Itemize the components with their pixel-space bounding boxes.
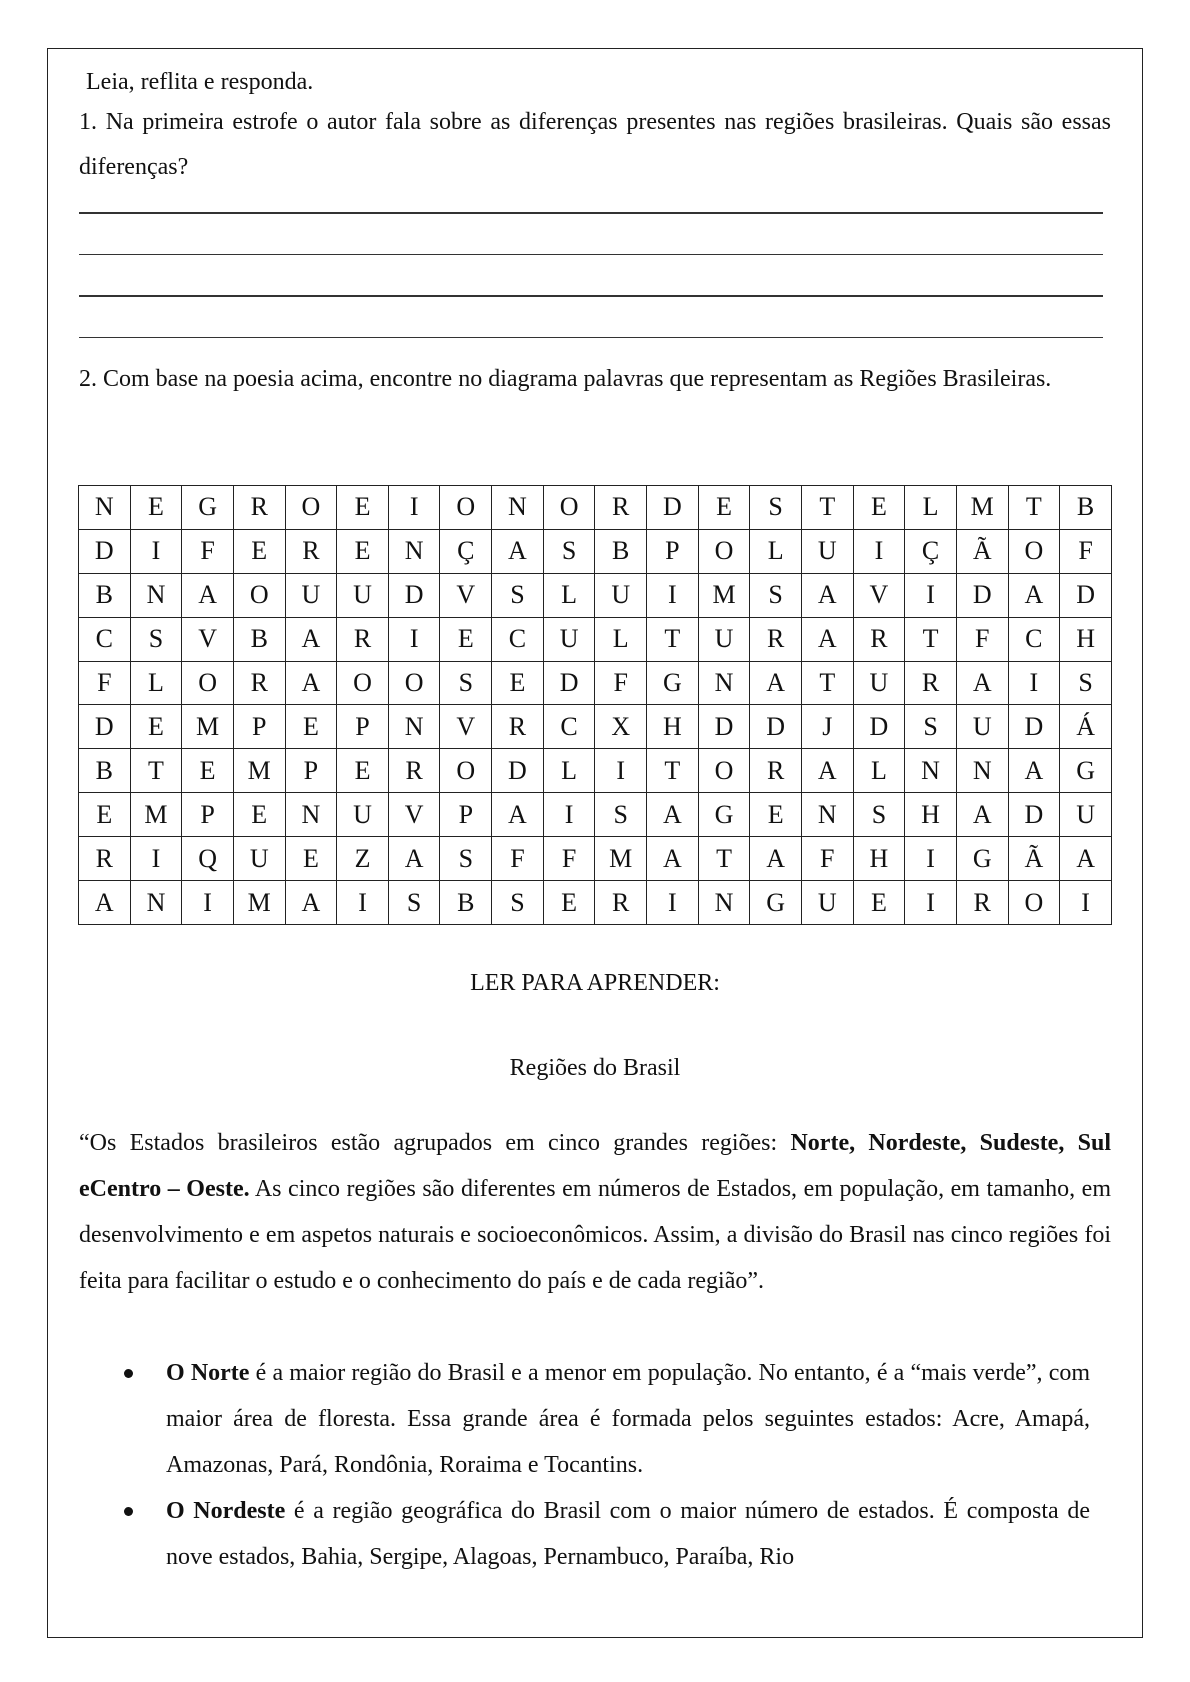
regions-paragraph — [79, 1120, 1111, 1304]
grid-cell[interactable]: D — [750, 705, 802, 749]
grid-cell[interactable]: E — [130, 486, 182, 530]
grid-cell[interactable]: I — [388, 486, 440, 530]
grid-cell[interactable]: D — [956, 573, 1008, 617]
grid-cell[interactable]: E — [233, 793, 285, 837]
grid-cell[interactable]: O — [440, 486, 492, 530]
section-title: LER PARA APRENDER: — [470, 970, 720, 996]
region-bullet-list — [120, 1350, 1090, 1580]
grid-cell[interactable]: I — [647, 881, 699, 925]
grid-cell[interactable]: B — [79, 749, 131, 793]
grid-cell[interactable]: E — [492, 661, 544, 705]
grid-cell[interactable]: R — [956, 881, 1008, 925]
grid-row — [79, 749, 1112, 793]
grid-cell[interactable]: E — [440, 617, 492, 661]
instruction-text: Leia, reflita e responda. — [86, 69, 314, 95]
answer-line[interactable] — [79, 212, 1103, 214]
bullet-dot-icon — [124, 1507, 133, 1516]
grid-cell[interactable]: I — [905, 881, 957, 925]
grid-cell[interactable]: M — [233, 881, 285, 925]
grid-cell[interactable]: F — [1060, 529, 1112, 573]
grid-cell[interactable]: V — [853, 573, 905, 617]
grid-cell[interactable]: J — [801, 705, 853, 749]
grid-cell[interactable]: T — [905, 617, 957, 661]
grid-cell[interactable]: P — [233, 705, 285, 749]
grid-cell[interactable]: H — [1060, 617, 1112, 661]
grid-cell[interactable]: C — [492, 617, 544, 661]
grid-cell[interactable]: U — [801, 881, 853, 925]
grid-cell[interactable]: D — [1008, 705, 1060, 749]
grid-cell[interactable]: U — [543, 617, 595, 661]
grid-cell[interactable]: R — [492, 705, 544, 749]
grid-cell[interactable]: O — [698, 529, 750, 573]
grid-cell[interactable]: V — [182, 617, 234, 661]
grid-cell[interactable]: D — [543, 661, 595, 705]
grid-cell[interactable]: S — [440, 837, 492, 881]
bullet-dot-icon — [124, 1369, 133, 1378]
grid-cell[interactable]: G — [956, 837, 1008, 881]
grid-cell[interactable]: U — [801, 529, 853, 573]
grid-cell[interactable]: M — [233, 749, 285, 793]
grid-cell[interactable]: O — [388, 661, 440, 705]
grid-cell[interactable]: N — [79, 486, 131, 530]
grid-cell[interactable]: D — [79, 705, 131, 749]
bullet-title: O Nordeste — [166, 1498, 286, 1524]
grid-cell[interactable]: A — [79, 881, 131, 925]
answer-line[interactable] — [79, 337, 1103, 339]
grid-cell[interactable]: I — [905, 837, 957, 881]
grid-cell[interactable]: V — [440, 573, 492, 617]
grid-row — [79, 837, 1112, 881]
grid-cell[interactable]: S — [543, 529, 595, 573]
grid-cell[interactable]: G — [1060, 749, 1112, 793]
grid-cell[interactable]: N — [956, 749, 1008, 793]
grid-cell[interactable]: R — [595, 486, 647, 530]
grid-cell[interactable]: O — [233, 573, 285, 617]
grid-cell[interactable]: E — [698, 486, 750, 530]
grid-cell[interactable]: I — [543, 793, 595, 837]
grid-cell[interactable]: S — [388, 881, 440, 925]
grid-cell[interactable]: A — [647, 837, 699, 881]
grid-cell[interactable]: O — [337, 661, 389, 705]
grid-cell[interactable]: I — [182, 881, 234, 925]
grid-cell[interactable]: I — [1008, 661, 1060, 705]
grid-cell[interactable]: D — [853, 705, 905, 749]
grid-cell[interactable]: Q — [182, 837, 234, 881]
grid-cell[interactable]: C — [1008, 617, 1060, 661]
grid-row — [79, 617, 1112, 661]
grid-cell[interactable]: T — [801, 661, 853, 705]
grid-cell[interactable]: D — [698, 705, 750, 749]
grid-cell[interactable]: G — [698, 793, 750, 837]
grid-cell[interactable]: Ç — [440, 529, 492, 573]
grid-cell[interactable]: U — [285, 573, 337, 617]
grid-cell[interactable]: E — [337, 749, 389, 793]
grid-cell[interactable]: B — [595, 529, 647, 573]
grid-cell[interactable]: O — [698, 749, 750, 793]
grid-cell[interactable]: N — [130, 573, 182, 617]
grid-cell[interactable]: T — [130, 749, 182, 793]
grid-cell[interactable]: R — [233, 661, 285, 705]
grid-cell[interactable]: G — [750, 881, 802, 925]
grid-cell[interactable]: E — [543, 881, 595, 925]
grid-cell[interactable]: L — [130, 661, 182, 705]
grid-cell[interactable]: F — [543, 837, 595, 881]
grid-row — [79, 486, 1112, 530]
grid-cell[interactable]: T — [801, 486, 853, 530]
grid-cell[interactable]: F — [801, 837, 853, 881]
grid-row — [79, 881, 1112, 925]
grid-cell[interactable]: R — [388, 749, 440, 793]
grid-cell[interactable]: A — [182, 573, 234, 617]
grid-cell[interactable]: N — [905, 749, 957, 793]
grid-cell[interactable]: V — [388, 793, 440, 837]
grid-cell[interactable]: R — [595, 881, 647, 925]
grid-cell[interactable]: P — [440, 793, 492, 837]
grid-cell[interactable]: C — [543, 705, 595, 749]
grid-cell[interactable]: F — [595, 661, 647, 705]
grid-cell[interactable]: B — [233, 617, 285, 661]
grid-cell[interactable]: O — [285, 486, 337, 530]
grid-cell[interactable]: S — [905, 705, 957, 749]
grid-cell[interactable]: A — [801, 573, 853, 617]
grid-cell[interactable]: E — [182, 749, 234, 793]
bullet-item-nordeste — [120, 1488, 1090, 1580]
grid-cell[interactable]: D — [647, 486, 699, 530]
grid-cell[interactable]: R — [750, 617, 802, 661]
grid-cell[interactable]: A — [956, 793, 1008, 837]
grid-cell[interactable]: E — [853, 486, 905, 530]
grid-cell[interactable]: Á — [1060, 705, 1112, 749]
grid-cell[interactable]: F — [956, 617, 1008, 661]
grid-cell[interactable]: T — [698, 837, 750, 881]
grid-cell[interactable]: A — [750, 661, 802, 705]
grid-cell[interactable]: E — [337, 529, 389, 573]
grid-cell[interactable]: A — [956, 661, 1008, 705]
grid-cell[interactable]: U — [698, 617, 750, 661]
grid-cell[interactable]: I — [647, 573, 699, 617]
grid-cell[interactable]: R — [285, 529, 337, 573]
grid-cell[interactable]: E — [79, 793, 131, 837]
grid-cell[interactable]: G — [647, 661, 699, 705]
grid-cell[interactable]: Z — [337, 837, 389, 881]
grid-cell[interactable]: P — [285, 749, 337, 793]
grid-cell[interactable]: O — [1008, 529, 1060, 573]
grid-row — [79, 573, 1112, 617]
grid-cell[interactable]: E — [130, 705, 182, 749]
grid-cell[interactable]: A — [750, 837, 802, 881]
grid-cell[interactable]: N — [492, 486, 544, 530]
grid-cell[interactable]: D — [492, 749, 544, 793]
grid-cell[interactable]: U — [853, 661, 905, 705]
grid-cell[interactable]: H — [905, 793, 957, 837]
grid-cell[interactable]: H — [853, 837, 905, 881]
grid-cell[interactable]: S — [1060, 661, 1112, 705]
grid-cell[interactable]: T — [1008, 486, 1060, 530]
grid-cell[interactable]: R — [233, 486, 285, 530]
grid-cell[interactable]: A — [1008, 749, 1060, 793]
grid-cell[interactable]: N — [698, 881, 750, 925]
grid-cell[interactable]: A — [1008, 573, 1060, 617]
grid-cell[interactable]: M — [182, 705, 234, 749]
grid-cell[interactable]: L — [543, 749, 595, 793]
grid-cell[interactable]: P — [647, 529, 699, 573]
grid-cell[interactable]: B — [1060, 486, 1112, 530]
section-subtitle: Regiões do Brasil — [509, 1055, 681, 1081]
grid-cell[interactable]: S — [130, 617, 182, 661]
grid-cell[interactable]: S — [595, 793, 647, 837]
grid-cell[interactable]: D — [388, 573, 440, 617]
grid-cell[interactable]: R — [750, 749, 802, 793]
grid-cell[interactable]: A — [801, 617, 853, 661]
grid-cell[interactable]: L — [853, 749, 905, 793]
grid-cell[interactable]: E — [853, 881, 905, 925]
grid-cell[interactable]: R — [337, 617, 389, 661]
answer-line[interactable] — [79, 254, 1103, 256]
grid-cell[interactable]: S — [750, 486, 802, 530]
grid-cell[interactable]: B — [79, 573, 131, 617]
grid-cell[interactable]: T — [647, 617, 699, 661]
grid-cell[interactable]: P — [337, 705, 389, 749]
grid-row — [79, 793, 1112, 837]
grid-cell[interactable]: M — [698, 573, 750, 617]
paragraph-regions-bold: Norte, Nordeste, Sudeste, Sul eCentro – Oeste. — [79, 1130, 1111, 1202]
grid-cell[interactable]: A — [492, 529, 544, 573]
grid-cell[interactable]: U — [1060, 793, 1112, 837]
grid-cell[interactable]: N — [388, 529, 440, 573]
grid-cell[interactable]: E — [337, 486, 389, 530]
paragraph-rest: As cinco regiões são diferentes em números de Estados, em população, em tamanho, em desenvolvimento e em aspetos naturais e socioeconômicos. Assim, a divisão do Brasil nas cinco regiões foi feita para facilitar o estudo e o conhecimento do país e de cada região”. — [79, 1176, 1111, 1294]
grid-cell[interactable]: A — [285, 661, 337, 705]
grid-cell[interactable]: N — [698, 661, 750, 705]
grid-cell[interactable]: B — [440, 881, 492, 925]
grid-cell[interactable]: I — [595, 749, 647, 793]
grid-cell[interactable]: U — [337, 573, 389, 617]
bullet-text: é a região geográfica do Brasil com o maior número de estados. É composta de nove estados, Bahia, Sergipe, Alagoas, Pernambuco, Paraíba, Rio — [166, 1498, 1090, 1570]
grid-cell[interactable]: I — [1060, 881, 1112, 925]
grid-cell[interactable]: O — [543, 486, 595, 530]
question-1: 1. Na primeira estrofe o autor fala sobre as diferenças presentes nas regiões brasileiras. Quais são essas diferenças? — [79, 109, 1111, 180]
grid-cell[interactable]: L — [750, 529, 802, 573]
grid-cell[interactable]: Ç — [905, 529, 957, 573]
grid-cell[interactable]: U — [956, 705, 1008, 749]
grid-cell[interactable]: E — [750, 793, 802, 837]
grid-row — [79, 661, 1112, 705]
grid-cell[interactable]: U — [233, 837, 285, 881]
grid-cell[interactable]: R — [853, 617, 905, 661]
grid-cell[interactable]: F — [492, 837, 544, 881]
grid-cell[interactable]: H — [647, 705, 699, 749]
grid-cell[interactable]: A — [285, 617, 337, 661]
answer-line[interactable] — [79, 295, 1103, 297]
grid-cell[interactable]: I — [130, 529, 182, 573]
question-2: 2. Com base na poesia acima, encontre no diagrama palavras que representam as Regiões Brasileiras. — [79, 366, 1052, 392]
grid-cell[interactable]: E — [285, 837, 337, 881]
grid-cell[interactable]: R — [905, 661, 957, 705]
grid-cell[interactable]: A — [647, 793, 699, 837]
grid-cell[interactable]: D — [1008, 793, 1060, 837]
grid-cell[interactable]: P — [182, 793, 234, 837]
grid-cell[interactable]: R — [79, 837, 131, 881]
grid-cell[interactable]: A — [492, 793, 544, 837]
grid-cell[interactable]: F — [182, 529, 234, 573]
grid-cell[interactable]: A — [801, 749, 853, 793]
grid-row — [79, 705, 1112, 749]
grid-cell[interactable]: G — [182, 486, 234, 530]
grid-cell[interactable]: O — [440, 749, 492, 793]
grid-cell[interactable]: L — [595, 617, 647, 661]
bullet-text: é a maior região do Brasil e a menor em população. No entanto, é a “mais verde”, com maior área de floresta. Essa grande área é formada pelos seguintes estados: Acre, Amapá, Amazonas, Pará, Rondônia, Roraima e Tocantins. — [166, 1360, 1091, 1478]
grid-cell[interactable]: D — [79, 529, 131, 573]
grid-cell[interactable]: X — [595, 705, 647, 749]
grid-cell[interactable]: N — [285, 793, 337, 837]
grid-cell[interactable]: I — [130, 837, 182, 881]
grid-cell[interactable]: M — [130, 793, 182, 837]
grid-cell[interactable]: F — [79, 661, 131, 705]
grid-cell[interactable]: E — [233, 529, 285, 573]
grid-cell[interactable]: S — [492, 881, 544, 925]
grid-cell[interactable]: U — [337, 793, 389, 837]
bullet-title: O Norte — [166, 1360, 250, 1386]
answer-lines[interactable] — [79, 212, 1103, 378]
grid-cell[interactable]: M — [595, 837, 647, 881]
grid-cell[interactable]: N — [388, 705, 440, 749]
grid-cell[interactable]: E — [285, 705, 337, 749]
grid-cell[interactable]: I — [905, 573, 957, 617]
bullet-item-norte — [120, 1350, 1090, 1488]
grid-cell[interactable]: S — [440, 661, 492, 705]
grid-cell[interactable]: A — [388, 837, 440, 881]
grid-cell[interactable]: I — [388, 617, 440, 661]
grid-cell[interactable]: N — [130, 881, 182, 925]
word-search-grid[interactable] — [78, 485, 1112, 925]
grid-cell[interactable]: O — [182, 661, 234, 705]
grid-cell[interactable]: D — [1060, 573, 1112, 617]
grid-cell[interactable]: S — [492, 573, 544, 617]
grid-cell[interactable]: A — [1060, 837, 1112, 881]
grid-cell[interactable]: L — [543, 573, 595, 617]
grid-cell[interactable]: Ã — [956, 529, 1008, 573]
grid-cell[interactable]: I — [337, 881, 389, 925]
grid-cell[interactable]: T — [647, 749, 699, 793]
grid-cell[interactable]: M — [956, 486, 1008, 530]
grid-cell[interactable]: Ã — [1008, 837, 1060, 881]
grid-cell[interactable]: S — [750, 573, 802, 617]
grid-cell[interactable]: O — [1008, 881, 1060, 925]
paragraph-lead: “Os Estados brasileiros estão agrupados em cinco grandes regiões: — [79, 1130, 791, 1156]
grid-cell[interactable]: V — [440, 705, 492, 749]
grid-cell[interactable]: L — [905, 486, 957, 530]
grid-cell[interactable]: S — [853, 793, 905, 837]
grid-cell[interactable]: C — [79, 617, 131, 661]
grid-cell[interactable]: U — [595, 573, 647, 617]
grid-cell[interactable]: N — [801, 793, 853, 837]
grid-cell[interactable]: A — [285, 881, 337, 925]
grid-cell[interactable]: I — [853, 529, 905, 573]
grid-row — [79, 529, 1112, 573]
